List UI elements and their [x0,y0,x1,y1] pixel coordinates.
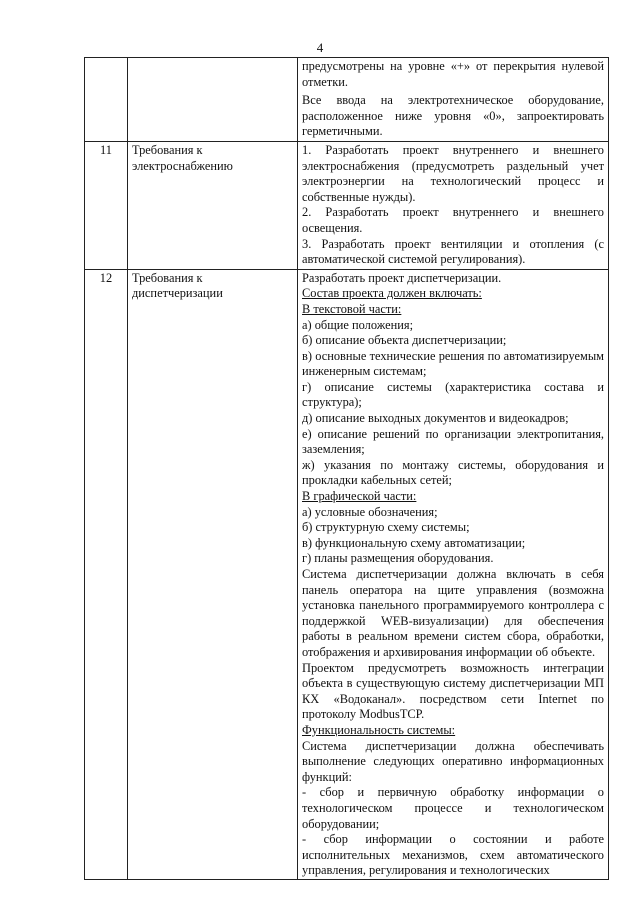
section-heading: В текстовой части: [302,301,402,316]
table-row [85,269,609,879]
list-item: а) общие положения; [302,317,414,332]
section-heading: В графической части: [302,489,417,504]
row-content-cell [298,58,609,142]
table-row [85,58,609,142]
row-title-cell: Требования к диспетчеризации [128,269,298,879]
row-number-cell: 12 [85,269,128,879]
row-content-cell [298,269,609,879]
paragraph: Проектом предусмотреть возможность интеграции объекта в существующую систему диспетчеризации МП КХ «Водоканал». посредством сети Internet по протоколу ModbusTCP. [302,660,604,722]
section-heading: Состав проекта должен включать: [302,286,482,301]
row-title-cell [128,58,298,142]
row-content-cell [298,141,609,269]
list-item: б) структурную схему системы; [302,520,470,535]
paragraph: предусмотрены на уровне «+» от перекрытия нулевой отметки. [302,59,604,89]
row-title-cell: Требования к электроснабжению [128,141,298,269]
list-item: г) планы размещения оборудования. [302,551,494,566]
list-item: б) описание объекта диспетчеризации; [302,333,507,348]
list-item: в) функциональную схему автоматизации; [302,535,526,550]
table-row [85,141,609,269]
list-item: в) основные технические решения по автоматизируемым инженерным системам; [302,348,604,379]
list-item: - сбор информации о состоянии и работе исполнительных механизмов, схем автоматического управления, регулирования и технологических [302,832,604,878]
paragraph: Система диспетчеризации должна включать в себя панель оператора на щите управления (возможна установка панельного программируемого контроллера с поддержкой WEB-визуализации) для обеспечения работы в реальном времени систем сбора, обработки, отображения и архивирования информации об объекте. [302,567,604,659]
paragraph: Разработать проект диспетчеризации. [302,270,502,285]
list-item: г) описание системы (характеристика состава и структура); [302,379,604,410]
list-item: ж) указания по монтажу системы, оборудования и прокладки кабельных сетей; [302,457,604,488]
requirements-table [84,57,609,880]
row-number-cell: 11 [85,141,128,269]
list-item: д) описание выходных документов и видеокадров; [302,411,569,426]
paragraph: Система диспетчеризации должна обеспечивать выполнение следующих оперативно информационных функций: [302,738,604,784]
row-number-cell [85,58,128,142]
page-number: 4 [316,40,324,55]
list-item: а) условные обозначения; [302,504,438,519]
paragraph: Все ввода на электротехническое оборудование, расположенное ниже уровня «0», запроектировать герметичными. [302,93,604,139]
list-item: - сбор и первичную обработку информации о технологическом процессе и технологическом оборудовании; [302,785,604,831]
paragraph: 3. Разработать проект вентиляции и отопления (с автоматической системой регулирования). [302,236,604,267]
section-heading: Функциональность системы: [302,722,456,737]
list-item: е) описание решений по организации электропитания, заземления; [302,426,604,457]
paragraph: 1. Разработать проект внутреннего и внешнего электроснабжения (предусмотреть раздельный учет электроэнергии на технологический процесс и собственные нужды). [302,142,604,204]
paragraph: 2. Разработать проект внутреннего и внешнего освещения. [302,205,604,235]
